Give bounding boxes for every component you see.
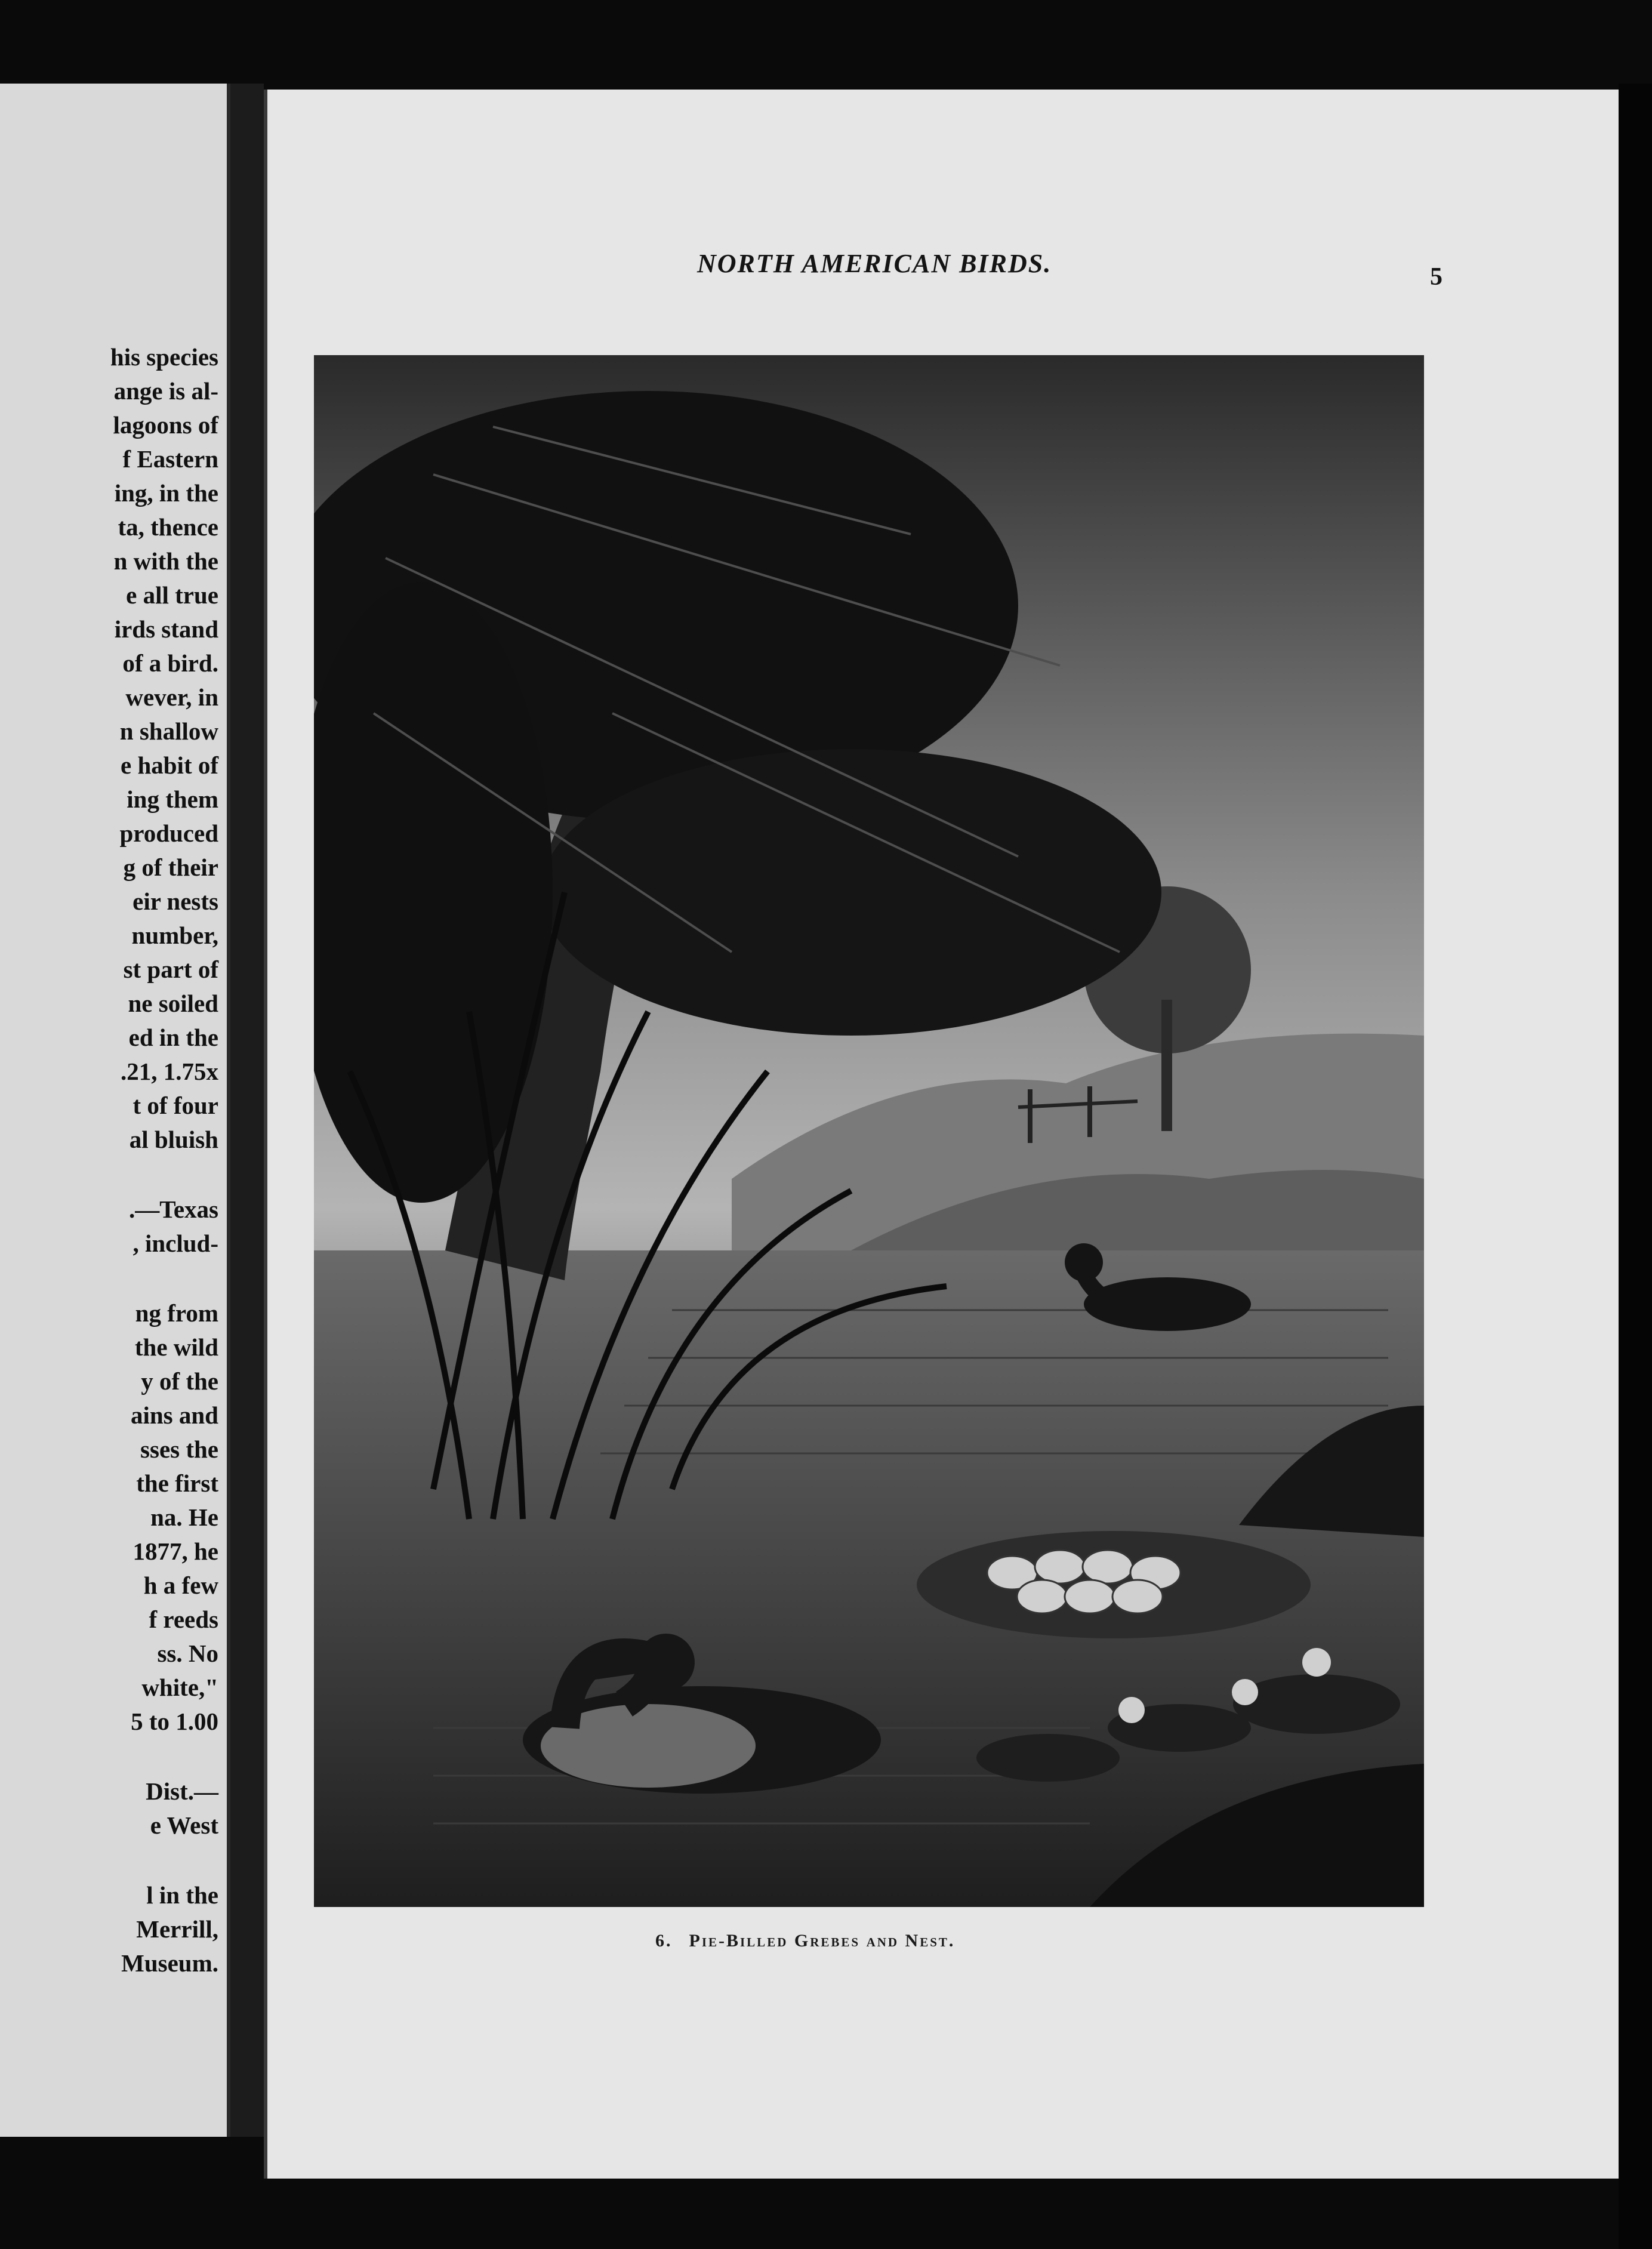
left-page-line: Merrill,: [136, 1915, 218, 1943]
left-page-line: , includ-: [132, 1230, 218, 1257]
left-page-line: the wild: [134, 1333, 218, 1361]
left-page-line: ne soiled: [128, 990, 218, 1017]
left-page: [0, 84, 230, 2137]
left-page-line: na. He: [150, 1504, 218, 1531]
left-page-line: e habit of: [121, 751, 218, 779]
left-page-line: of a bird.: [122, 649, 218, 677]
left-page-line: lagoons of: [113, 411, 218, 439]
left-page-line: g of their: [123, 854, 218, 881]
left-page-line: his species: [110, 343, 218, 371]
left-page-line: irds stand: [114, 615, 218, 643]
left-page-line: 1877, he: [132, 1538, 218, 1565]
left-page-line: l in the: [146, 1881, 218, 1909]
left-page-line: eir nests: [132, 888, 218, 915]
left-page-line: f Eastern: [122, 445, 218, 473]
page-number: 5: [1430, 263, 1443, 291]
left-page-line: ange is al-: [113, 377, 218, 405]
left-page-line: Dist.—: [146, 1777, 218, 1805]
left-page-line: y of the: [141, 1367, 218, 1395]
left-page-line: produced: [119, 820, 218, 847]
left-page-line: e all true: [126, 581, 218, 609]
left-page-line: ss. No: [157, 1640, 218, 1667]
left-page-line: al bluish: [129, 1126, 218, 1153]
left-page-line: .21, 1.75x: [121, 1058, 218, 1085]
left-page-line: t of four: [132, 1092, 218, 1119]
left-page-line: number,: [131, 922, 218, 949]
left-page-line: ains and: [130, 1401, 218, 1429]
left-page-line: ed in the: [128, 1024, 218, 1051]
left-page-line: wever, in: [125, 683, 218, 711]
figure-caption: [655, 1931, 1371, 1951]
left-page-line: the first: [136, 1469, 218, 1497]
left-page-line: ing them: [127, 785, 218, 813]
running-head: NORTH AMERICAN BIRDS.: [697, 249, 1052, 278]
left-page-line: h a few: [143, 1572, 218, 1599]
left-page-line: ing, in the: [114, 479, 218, 507]
grebes-engraving: [314, 355, 1424, 1907]
left-page-line: ng from: [135, 1299, 218, 1327]
left-page-line: 5 to 1.00: [131, 1708, 218, 1735]
illustration-plate: [314, 355, 1424, 1907]
left-page-line: n shallow: [119, 717, 218, 745]
left-page-line: st part of: [123, 956, 218, 983]
left-page-line: white,": [141, 1674, 218, 1701]
left-page-line: sses the: [140, 1435, 218, 1463]
left-page-line: [0, 1157, 218, 1193]
left-page-line: Museum.: [121, 1949, 218, 1977]
right-page: [264, 90, 1622, 2179]
left-page-line: ta, thence: [118, 513, 218, 541]
caption-text: Pie-Billed Grebes and Nest.: [689, 1931, 956, 1951]
left-page-line: [0, 1261, 218, 1296]
left-page-text: [0, 340, 218, 1980]
caption-number: 6.: [655, 1931, 673, 1951]
book-gutter: [230, 84, 264, 2137]
left-page-line: .—Texas: [129, 1196, 218, 1223]
left-page-line: n with the: [113, 547, 218, 575]
left-page-line: [0, 1843, 218, 1878]
left-page-line: [0, 1739, 218, 1774]
left-page-line: e West: [150, 1811, 218, 1839]
left-page-line: f reeds: [149, 1606, 218, 1633]
book-right-edge: [1619, 84, 1652, 2249]
